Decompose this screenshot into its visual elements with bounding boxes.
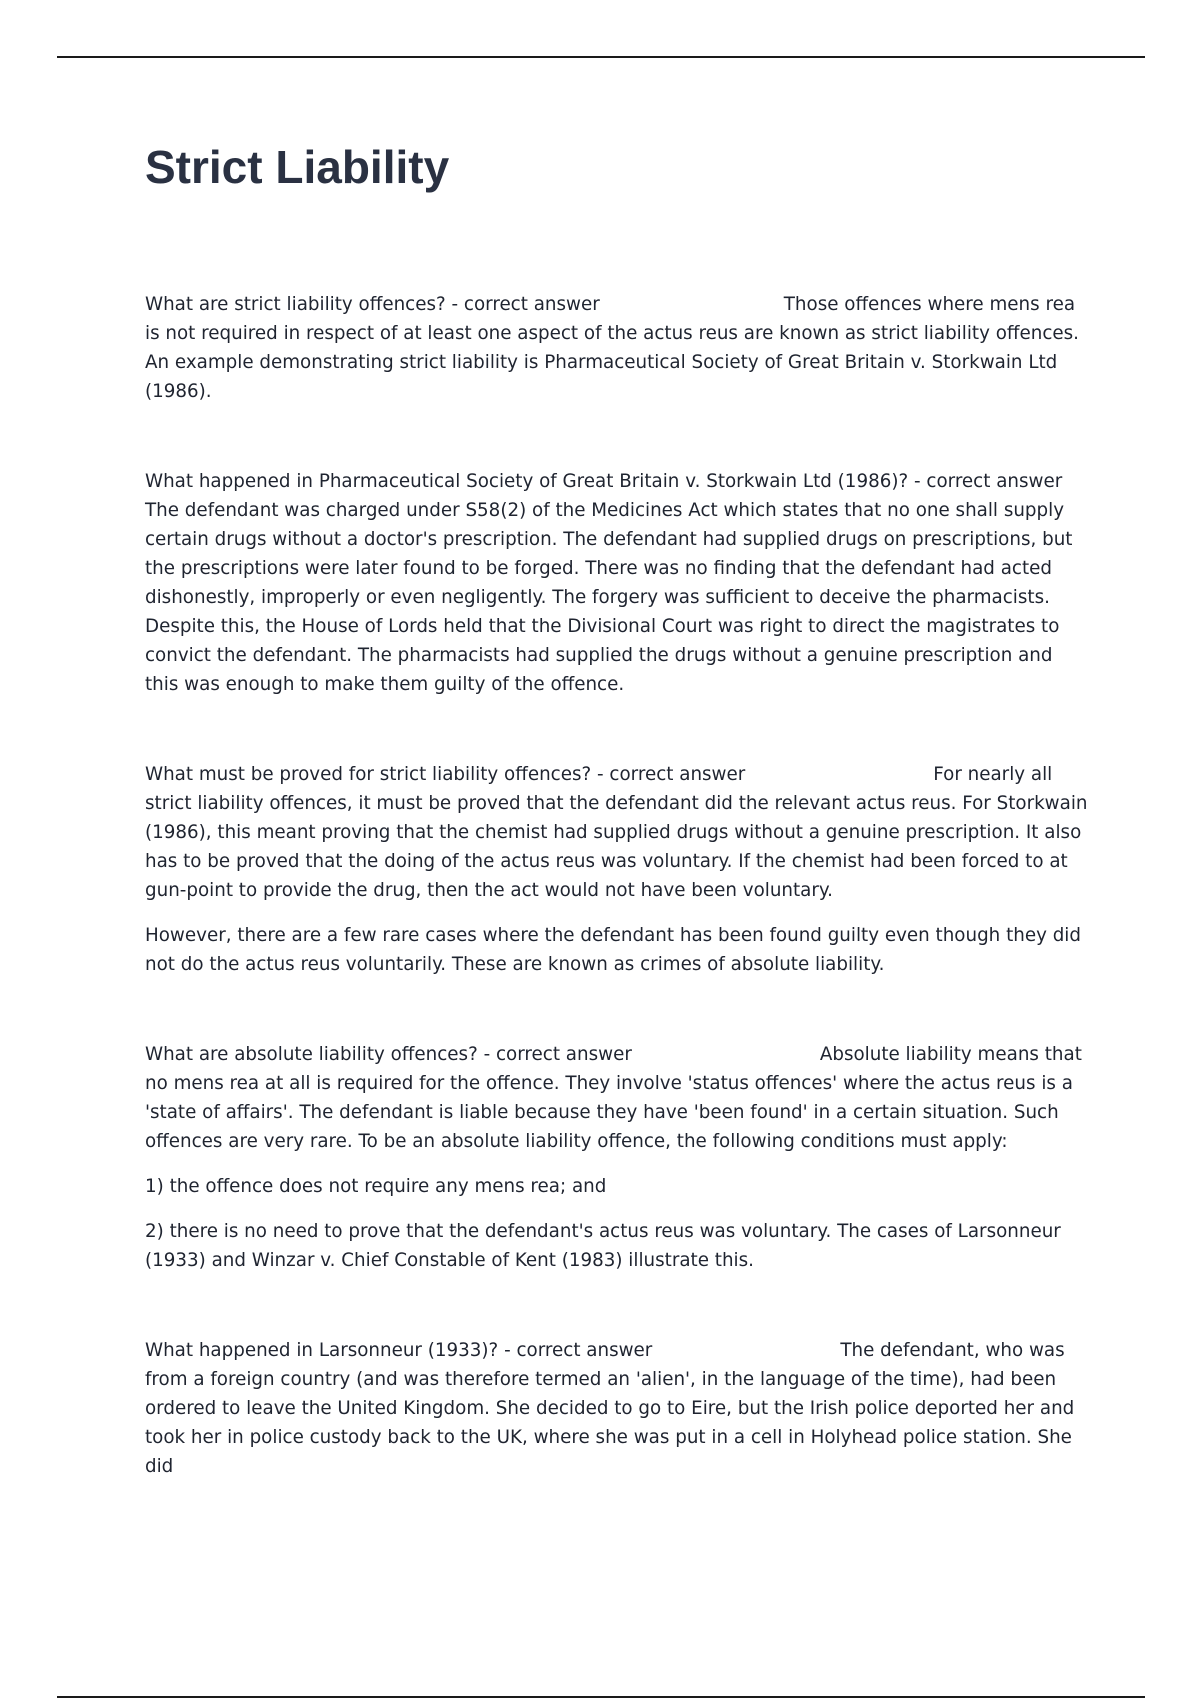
qa-section-strict-liability-offences: [145, 290, 1090, 406]
qa-section-storkwain-case: [145, 467, 1090, 699]
list-item-condition-2: 2) there is no need to prove that the defendant's actus reus was voluntary. The cases of Larsonneur (1933) and Winzar v. Chief Constable of Kent (1983) illustrate this.: [145, 1221, 1061, 1271]
question-text: What happened in Pharmaceutical Society of Great Britain v. Storkwain Ltd (1986)? - correct answer: [145, 471, 1063, 492]
question-text: What happened in Larsonneur (1933)? - correct answer: [145, 1340, 653, 1361]
bottom-rule: [57, 1696, 1145, 1698]
qa-paragraph: [145, 290, 1090, 406]
question-text: What must be proved for strict liability offences? - correct answer: [145, 764, 746, 785]
answer-text: For nearly all strict liability offences, it must be proved that the defendant did the relevant actus reus. For Storkwain (1986), this meant proving that the chemist had supplied drugs without a genuine prescription. It also has to be proved that the doing of the actus reus was voluntary. If the chemist had been forced to at gun-point to provide the drug, then the act would not have been voluntary.: [145, 764, 1088, 901]
answer-text: The defendant, who was from a foreign country (and was therefore termed an 'alien', in the language of the time), had been ordered to leave the United Kingdom. She decided to go to Eire, but the Irish police deported her and took her in police custody back to the UK, where she was put in a cell in Holyhead police station. She did: [145, 1340, 1075, 1477]
list-item-condition-1: 1) the offence does not require any mens rea; and: [145, 1176, 607, 1197]
qa-paragraph: [145, 1336, 1090, 1481]
question-text: What are strict liability offences? - correct answer: [145, 294, 600, 315]
answer-text: Those offences where mens rea is not required in respect of at least one aspect of the actus reus are known as strict liability offences. An example demonstrating strict liability is Pharmaceutical Society of Great Britain v. Storkwain Ltd (1986).: [145, 294, 1079, 402]
document-body: [145, 290, 1090, 1542]
qa-paragraph: [145, 1040, 1090, 1156]
qa-section-absolute-liability: [145, 1040, 1090, 1275]
qa-section-what-must-be-proved: [145, 760, 1090, 979]
qa-paragraph: [145, 760, 1090, 905]
page-title: Strict Liability: [145, 141, 450, 193]
qa-paragraph: [145, 467, 1090, 699]
answer-text: The defendant was charged under S58(2) of the Medicines Act which states that no one shall supply certain drugs without a doctor's prescription. The defendant had supplied drugs on prescriptions, but the prescriptions were later found to be forged. There was no finding that the defendant had acted dishonestly, improperly or even negligently. The forgery was sufficient to deceive the pharmacists. Despite this, the House of Lords held that the Divisional Court was right to direct the magistrates to convict the defendant. The pharmacists had supplied the drugs without a genuine prescription and this was enough to make them guilty of the offence.: [145, 500, 1073, 695]
top-rule: [57, 56, 1145, 58]
body-paragraph: However, there are a few rare cases where the defendant has been found guilty even though they did not do the actus reus voluntarily. These are known as crimes of absolute liability.: [145, 925, 1081, 975]
answer-text: Absolute liability means that no mens rea at all is required for the offence. They involve 'status offences' where the actus reus is a 'state of affairs'. The defendant is liable because they have 'been found' in a certain situation. Such offences are very rare. To be an absolute liability offence, the following conditions must apply:: [145, 1044, 1082, 1152]
question-text: What are absolute liability offences? - correct answer: [145, 1044, 632, 1065]
qa-section-larsonneur-case: [145, 1336, 1090, 1481]
